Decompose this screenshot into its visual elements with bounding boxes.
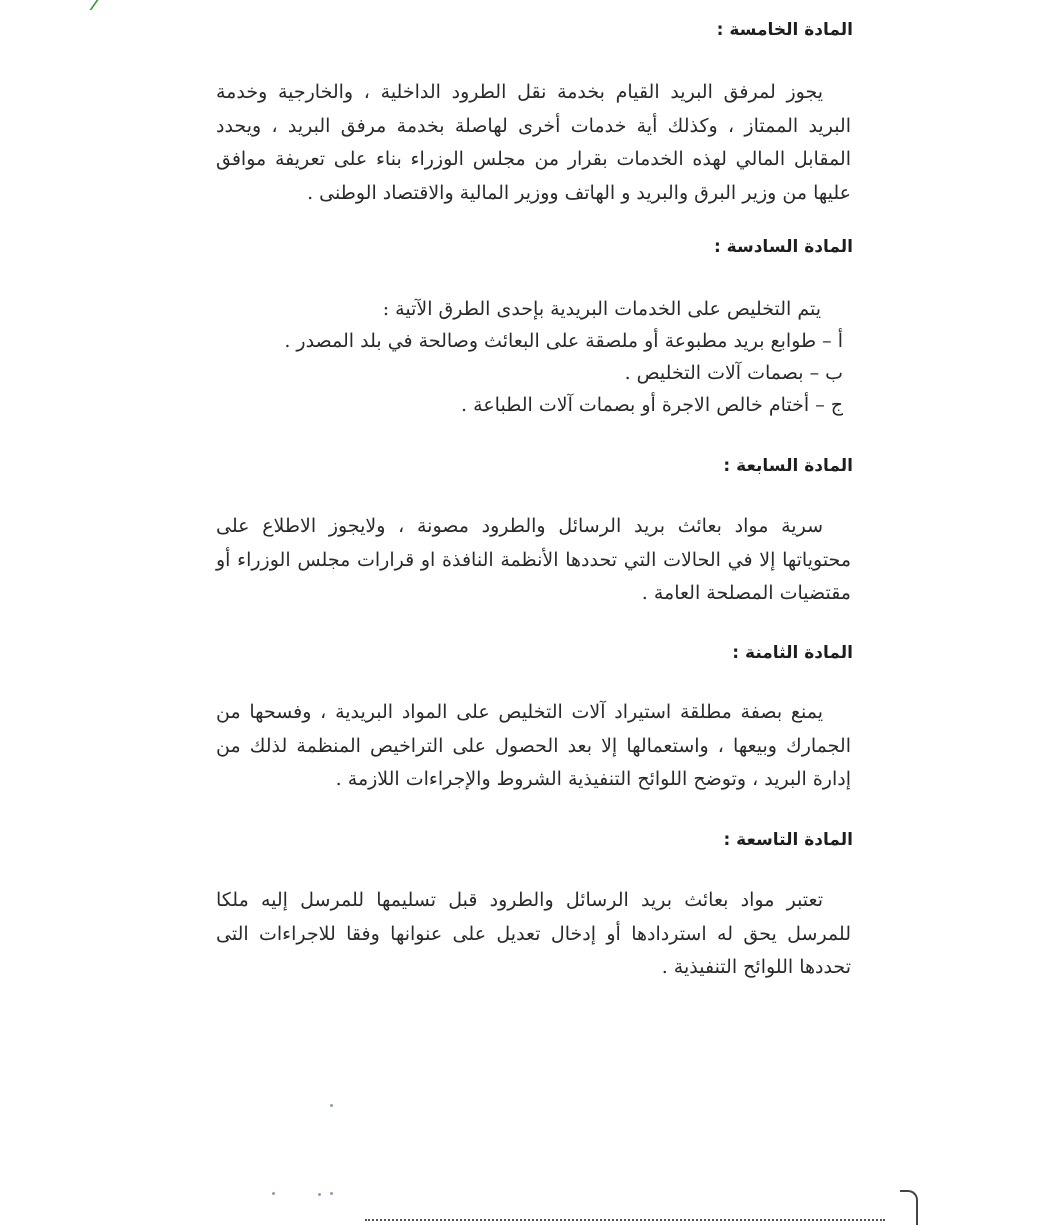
- article-6-item-a: أ – طوابع بريد مطبوعة أو ملصقة على البعائث وصالحة في بلد المصدر .: [284, 330, 843, 352]
- article-8-paragraph: يمنع بصفة مطلقة استيراد آلات التخليص على المواد البريدية ، وفسحها من الجمارك وبيعها ، واستعمالها إلا بعد الحصول على التراخيص المنظمة لذلك من إدارة البريد ، وتوضح اللوائح التنفيذية الشروط والإجراءات اللازمة .: [216, 701, 851, 790]
- article-9-body: [216, 884, 851, 985]
- article-7-paragraph: سرية مواد بعائث بريد الرسائل والطرود مصونة ، ولايجوز الاطلاع على محتوياتها إلا في الحالات التي تحددها الأنظمة النافذة او قرارات مجلس الوزراء أو مقتضيات المصلحة العامة .: [216, 515, 851, 604]
- article-9-paragraph: تعتبر مواد بعائث بريد الرسائل والطرود قبل تسليمها للمرسل إليه ملكا للمرسل يحق له استردادها أو إدخال تعديل على عنوانها وفقا للاجراءات التى تحددها اللوائح التنفيذية .: [216, 889, 851, 978]
- article-7-heading: المادة السابعة :: [723, 456, 853, 476]
- article-8-heading: المادة الثامنة :: [732, 643, 853, 663]
- article-7-body: [216, 510, 851, 611]
- article-6-heading: المادة السادسة :: [713, 237, 853, 257]
- scan-speck: [318, 1193, 321, 1196]
- green-corner-mark: [89, 0, 112, 10]
- article-5-paragraph: يجوز لمرفق البريد القيام بخدمة نقل الطرود الداخلية ، والخارجية وخدمة البريد الممتاز ، وكذلك أية خدمات أخرى لهاصلة بخدمة مرفق البريد ، ويحدد المقابل المالي لهذه الخدمات بقرار من مجلس الوزراء بناء على تعريفة موافق عليها من وزير البرق والبريد و الهاتف ووزير المالية والاقتصاد الوطنى .: [216, 81, 851, 204]
- article-6-list: [216, 293, 851, 421]
- scan-speck: [330, 1192, 333, 1195]
- bottom-dotted-rule: [365, 1219, 885, 1221]
- scan-speck: [330, 1104, 333, 1107]
- article-5-body: [216, 76, 851, 210]
- corner-bracket-mark: [900, 1190, 918, 1225]
- article-8-body: [216, 696, 851, 797]
- article-6-item-c: ج – أختام خالص الاجرة أو بصمات آلات الطباعة .: [461, 394, 843, 416]
- article-6-body: [216, 293, 851, 421]
- article-6-item-b: ب – بصمات آلات التخليص .: [624, 362, 843, 384]
- article-6-intro: يتم التخليص على الخدمات البريدية بإحدى الطرق الآتية :: [382, 298, 821, 320]
- article-5-heading: المادة الخامسة :: [716, 20, 853, 40]
- scan-speck: [272, 1192, 275, 1195]
- article-9-heading: المادة التاسعة :: [723, 830, 853, 850]
